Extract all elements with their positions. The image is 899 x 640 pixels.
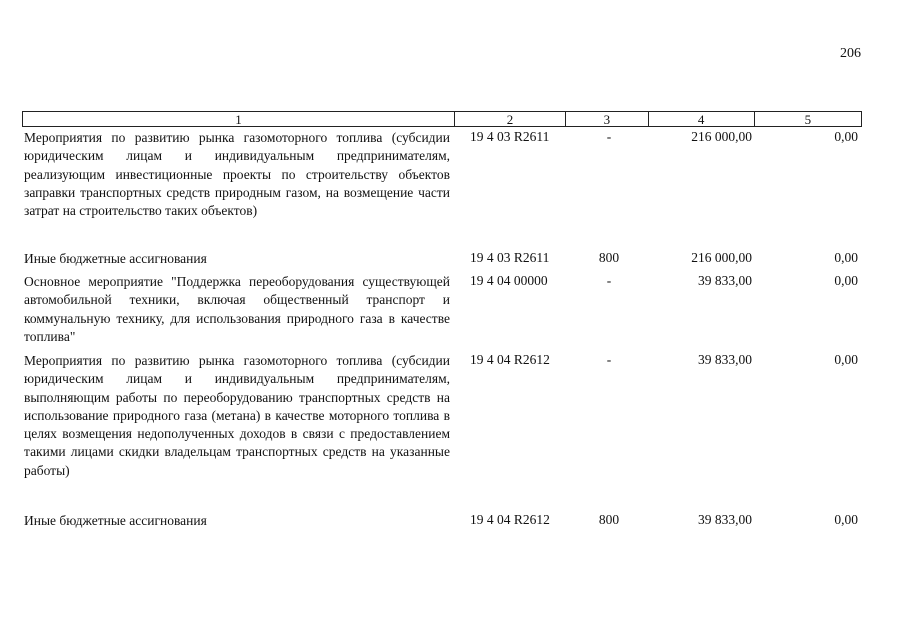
- row-amount-col5: 0,00: [834, 352, 858, 367]
- header-col-3: 3: [566, 112, 648, 126]
- row-code: 19 4 04 R2612: [470, 512, 550, 527]
- header-col-4: 4: [649, 112, 755, 126]
- row-expense-type: -: [606, 129, 612, 144]
- row-amount: 39 833,00: [698, 352, 752, 367]
- row-amount-col5: 0,00: [834, 129, 858, 144]
- page-number: 206: [840, 46, 861, 61]
- row-expense-type: -: [606, 273, 612, 288]
- row-description: Иные бюджетные ассигнования: [24, 251, 207, 266]
- row-code: 19 4 03 R2611: [470, 250, 550, 265]
- row-amount: 39 833,00: [698, 512, 752, 527]
- row-description: Мероприятия по развитию рынка газомоторного топлива (субсидии юридическим лицам и индивидуальным предпринимателям, реализующим инвестиционные проекты по строительству объектов заправки транспортных средств природным газом, на возмещение части затрат на строительство таких объектов): [24, 130, 450, 219]
- header-col-2: 2: [455, 112, 566, 126]
- row-amount: 216 000,00: [691, 250, 752, 265]
- row-code: 19 4 04 00000: [470, 273, 548, 288]
- header-col-1: 1: [23, 112, 455, 126]
- row-amount-col5: 0,00: [834, 250, 858, 265]
- row-description: Мероприятия по развитию рынка газомоторного топлива (субсидии юридическим лицам и индивидуальным предпринимателям, выполняющим работы по переоборудованию транспортных средств на использование природного газа (метана) в качестве моторного топлива в целях возмещения недополученных доходов в связи с предоставлением такими лицами скидки владельцам транспортных средств на указанные работы): [24, 353, 450, 478]
- row-expense-type: 800: [598, 250, 620, 265]
- row-amount: 39 833,00: [698, 273, 752, 288]
- row-amount-col5: 0,00: [834, 512, 858, 527]
- table-header: [22, 111, 862, 127]
- row-expense-type: 800: [598, 512, 620, 527]
- row-code: 19 4 04 R2612: [470, 352, 550, 367]
- row-code: 19 4 03 R2611: [470, 129, 550, 144]
- row-description: Основное мероприятие "Поддержка переоборудования существующей автомобильной техники, включая общественный транспорт и коммунальную технику, для использования природного газа в качестве топлива": [24, 274, 450, 344]
- row-description: Иные бюджетные ассигнования: [24, 513, 207, 528]
- row-amount-col5: 0,00: [834, 273, 858, 288]
- row-amount: 216 000,00: [691, 129, 752, 144]
- header-col-5: 5: [804, 111, 812, 127]
- row-expense-type: -: [606, 352, 612, 367]
